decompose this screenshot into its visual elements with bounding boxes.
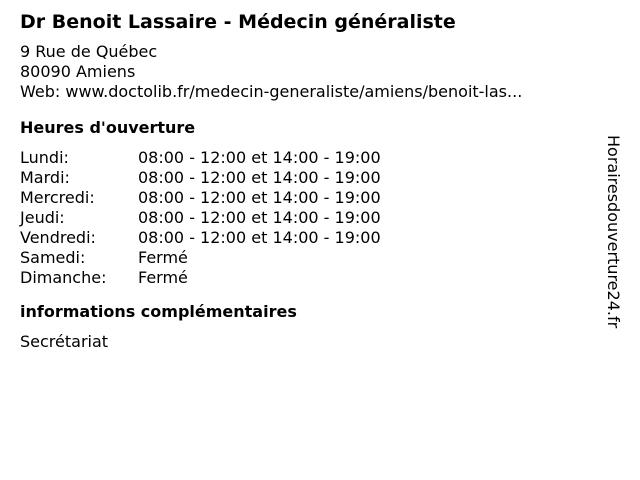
additional-info-text: Secrétariat xyxy=(20,332,109,351)
page-title: Dr Benoit Lassaire - Médecin généraliste xyxy=(20,11,456,33)
hours-row-wednesday xyxy=(20,188,600,208)
hours-day: Mardi: xyxy=(20,168,70,187)
hours-time: 08:00 - 12:00 et 14:00 - 19:00 xyxy=(138,168,381,187)
opening-hours-heading: Heures d'ouverture xyxy=(20,118,196,137)
hours-day: Lundi: xyxy=(20,148,69,167)
address-city: 80090 Amiens xyxy=(20,62,136,81)
hours-time: Fermé xyxy=(138,268,188,287)
hours-day: Vendredi: xyxy=(20,228,96,247)
site-brand-vertical: Horairesdouverture24.fr xyxy=(604,135,623,329)
additional-info-heading: informations complémentaires xyxy=(20,302,297,321)
hours-row-sunday xyxy=(20,268,600,288)
opening-hours-table xyxy=(20,148,600,288)
hours-day: Mercredi: xyxy=(20,188,95,207)
listing-card xyxy=(20,8,600,352)
hours-row-friday xyxy=(20,228,600,248)
hours-row-tuesday xyxy=(20,168,600,188)
hours-row-monday xyxy=(20,148,600,168)
address-block xyxy=(20,42,600,102)
hours-time: Fermé xyxy=(138,248,188,267)
website-link[interactable]: Web: www.doctolib.fr/medecin-generaliste/amiens/benoit-las... xyxy=(20,82,523,101)
hours-row-thursday xyxy=(20,208,600,228)
hours-day: Dimanche: xyxy=(20,268,107,287)
hours-day: Samedi: xyxy=(20,248,86,267)
hours-row-saturday xyxy=(20,248,600,268)
hours-day: Jeudi: xyxy=(20,208,65,227)
address-street: 9 Rue de Québec xyxy=(20,42,158,61)
hours-time: 08:00 - 12:00 et 14:00 - 19:00 xyxy=(138,148,381,167)
hours-time: 08:00 - 12:00 et 14:00 - 19:00 xyxy=(138,228,381,247)
hours-time: 08:00 - 12:00 et 14:00 - 19:00 xyxy=(138,208,381,227)
hours-time: 08:00 - 12:00 et 14:00 - 19:00 xyxy=(138,188,381,207)
